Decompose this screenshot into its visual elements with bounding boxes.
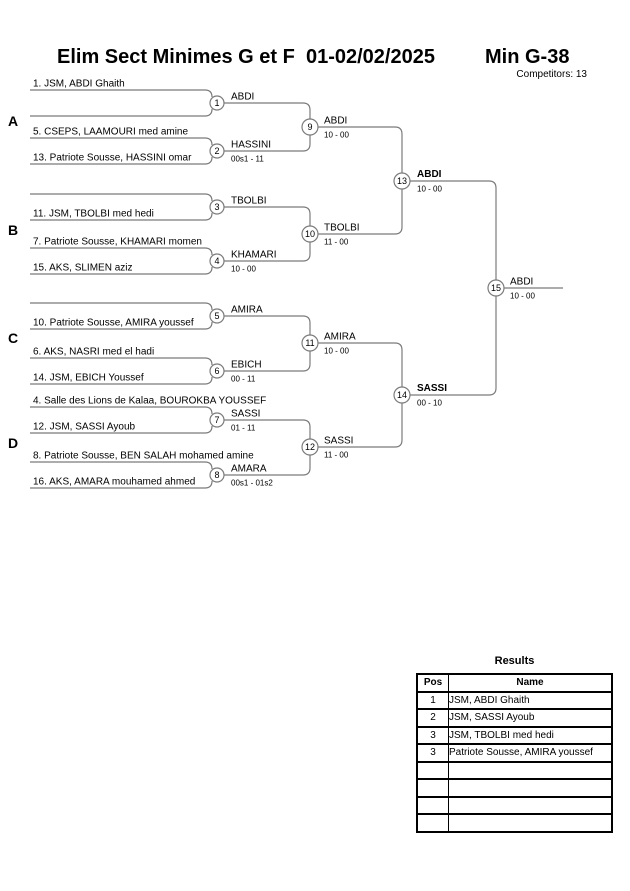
table-row (417, 814, 612, 832)
match-number: 9 (307, 122, 313, 132)
group-label: D (8, 435, 19, 451)
bracket-connector (318, 127, 402, 234)
match-number: 2 (214, 146, 220, 156)
champion-name: ABDI (510, 276, 534, 288)
result-name (449, 779, 613, 797)
result-name: JSM, SASSI Ayoub (449, 709, 613, 727)
winner-name: KHAMARI (231, 249, 277, 261)
result-pos: 3 (417, 727, 449, 745)
results-table (416, 673, 613, 833)
table-row (417, 727, 612, 745)
result-pos: 2 (417, 709, 449, 727)
result-name: Patriote Sousse, AMIRA youssef (449, 744, 613, 762)
match-score: 11 - 00 (324, 237, 349, 247)
winner-name: SASSI (231, 408, 261, 420)
match-number: 1 (214, 98, 220, 108)
competitors-count: Competitors: 13 (516, 69, 587, 80)
winner-name: SASSI (417, 383, 448, 394)
result-name: JSM, ABDI Ghaith (449, 692, 613, 710)
result-pos (417, 797, 449, 815)
winner-name: SASSI (324, 435, 354, 447)
match-number: 5 (214, 311, 220, 321)
winner-name: ABDI (231, 91, 255, 103)
table-row (417, 779, 612, 797)
bracket-entry: 8. Patriote Sousse, BEN SALAH mohamed amine (33, 450, 254, 462)
result-name (449, 814, 613, 832)
match-score: 10 - 00 (417, 184, 442, 194)
bracket-pair-lines (30, 90, 212, 116)
bracket-entry: 13. Patriote Sousse, HASSINI omar (33, 152, 192, 164)
table-row (417, 744, 612, 762)
bracket-entry: 1. JSM, ABDI Ghaith (33, 78, 125, 90)
bracket-entry: 11. JSM, TBOLBI med hedi (33, 208, 154, 220)
table-row (417, 762, 612, 780)
match-score: 01 - 11 (231, 423, 256, 433)
result-name: JSM, TBOLBI med hedi (449, 727, 613, 745)
category-title: Min G-38 (485, 46, 570, 68)
winner-name: ABDI (417, 169, 442, 180)
bracket-entry: 12. JSM, SASSI Ayoub (33, 421, 136, 433)
match-number: 10 (304, 229, 316, 239)
result-pos (417, 762, 449, 780)
result-name (449, 762, 613, 780)
match-number: 15 (490, 283, 502, 293)
match-number: 3 (214, 202, 220, 212)
group-label: B (8, 222, 19, 238)
bracket-entry: 6. AKS, NASRI med el hadi (33, 346, 155, 358)
table-row (417, 709, 612, 727)
bracket-entry: 14. JSM, EBICH Youssef (33, 372, 144, 384)
winner-name: EBICH (231, 359, 262, 371)
column-header-pos: Pos (417, 674, 449, 692)
winner-name: TBOLBI (231, 195, 267, 207)
match-number: 8 (214, 470, 220, 480)
match-number: 12 (304, 442, 316, 452)
bracket-entry: 16. AKS, AMARA mouhamed ahmed (33, 476, 196, 488)
match-score: 00 - 11 (231, 374, 256, 384)
match-score: 00s1 - 11 (231, 154, 264, 164)
match-number: 11 (305, 338, 315, 348)
match-score: 00s1 - 01s2 (231, 478, 273, 488)
match-score: 11 - 00 (324, 450, 349, 460)
bracket-entry: 5. CSEPS, LAAMOURI med amine (33, 126, 189, 138)
winner-name: AMIRA (231, 304, 263, 316)
match-score: 00 - 10 (417, 398, 442, 408)
match-score: 10 - 00 (510, 291, 535, 301)
result-pos (417, 779, 449, 797)
column-header-name: Name (449, 674, 613, 692)
group-label: A (8, 113, 19, 129)
winner-name: TBOLBI (324, 222, 360, 234)
results-section (416, 655, 613, 833)
results-header-row (417, 674, 612, 692)
match-score: 10 - 00 (231, 264, 256, 274)
results-title: Results (494, 655, 535, 667)
result-pos (417, 814, 449, 832)
match-number: 14 (396, 390, 408, 400)
winner-name: AMARA (231, 463, 267, 475)
table-row (417, 692, 612, 710)
match-number: 6 (214, 366, 220, 376)
match-score: 10 - 00 (324, 130, 349, 140)
bracket-entry: 4. Salle des Lions de Kalaa, BOUROKBA YOUSSEF (33, 395, 267, 407)
result-name (449, 797, 613, 815)
winner-name: ABDI (324, 115, 348, 127)
table-row (417, 797, 612, 815)
result-pos: 3 (417, 744, 449, 762)
match-number: 7 (214, 415, 220, 425)
bracket-entry: 15. AKS, SLIMEN aziz (33, 262, 133, 274)
winner-name: HASSINI (231, 139, 272, 151)
match-number: 4 (214, 256, 220, 266)
match-number: 13 (396, 176, 408, 186)
bracket-entry: 10. Patriote Sousse, AMIRA youssef (33, 317, 194, 329)
bracket-entry: 7. Patriote Sousse, KHAMARI momen (33, 236, 202, 248)
page-title: Elim Sect Minimes G et F 01-02/02/2025 (57, 46, 435, 68)
group-label: C (8, 330, 19, 346)
bracket-connector (318, 343, 402, 447)
match-score: 10 - 00 (324, 346, 349, 356)
result-pos: 1 (417, 692, 449, 710)
bracket-connector (410, 181, 496, 395)
winner-name: AMIRA (324, 331, 356, 343)
